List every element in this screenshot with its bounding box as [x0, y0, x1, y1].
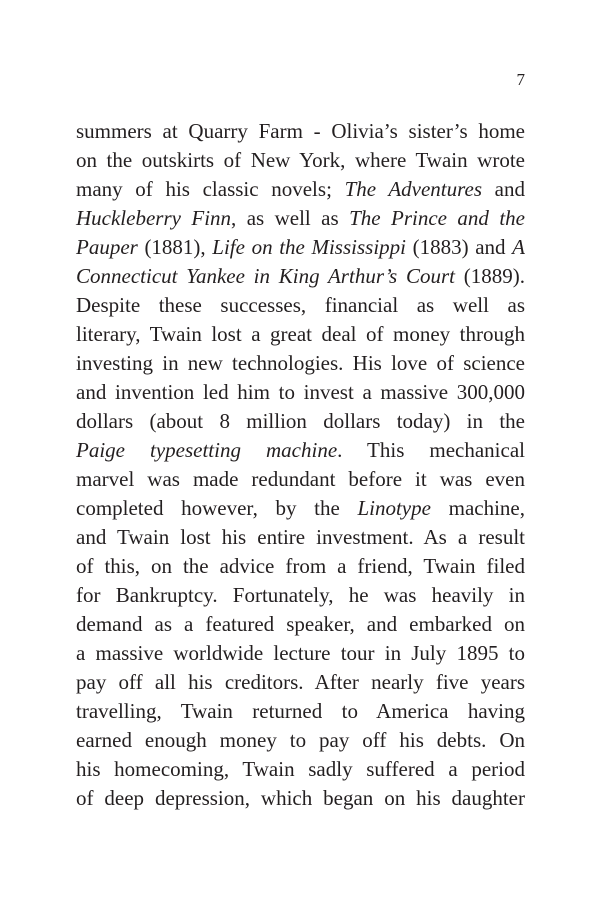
text-run: summers at Quarry Farm - Olivia’s sister’s home	[76, 119, 525, 143]
text-run: for Bankruptcy. Fortunately, he was heavily in	[76, 583, 525, 607]
text-run: and	[482, 177, 526, 201]
text-line	[76, 378, 525, 407]
text-line	[76, 581, 525, 610]
text-run: (1881),	[137, 235, 213, 259]
text-line	[76, 494, 525, 523]
text-run: of this, on the advice from a friend, Twain filed	[76, 554, 525, 578]
text-run: and invention led him to invest a massive 300,000	[76, 380, 525, 404]
text-run: travelling, Twain returned to America having	[76, 699, 525, 723]
text-run: . This mechanical	[337, 438, 525, 462]
text-line	[76, 639, 525, 668]
text-line	[76, 610, 525, 639]
text-line	[76, 697, 525, 726]
page-number: 7	[516, 70, 525, 89]
text-line	[76, 436, 525, 465]
text-line	[76, 407, 525, 436]
text-line	[76, 726, 525, 755]
italic-title: The Adventures	[344, 177, 483, 201]
text-line	[76, 291, 525, 320]
text-line	[76, 320, 525, 349]
italic-title: The Prince and the	[349, 206, 525, 230]
italic-title: Life on the Mississippi	[212, 235, 406, 259]
text-line	[76, 117, 525, 146]
text-run: dollars (about 8 million dollars today) in the	[76, 409, 525, 433]
text-run: his homecoming, Twain sadly suffered a period	[76, 757, 525, 781]
italic-title: Paige typesetting machine	[76, 438, 338, 462]
text-run: completed however, by the	[76, 496, 358, 520]
italic-title: Pauper	[76, 235, 138, 259]
text-run: on the outskirts of New York, where Twain wrote	[76, 148, 525, 172]
text-run: many of his classic novels;	[76, 177, 345, 201]
text-line	[76, 523, 525, 552]
text-run: a massive worldwide lecture tour in July 1895 to	[76, 641, 525, 665]
text-run: of deep depression, which began on his daughter	[76, 786, 525, 810]
text-run: (1883) and	[406, 235, 513, 259]
italic-title: Connecticut Yankee in King Arthur’s Court	[76, 264, 455, 288]
italic-title: Huckleberry Finn	[76, 206, 232, 230]
italic-title: A	[512, 235, 525, 259]
text-line	[76, 552, 525, 581]
text-run: literary, Twain lost a great deal of money through	[76, 322, 525, 346]
text-run: , as well as	[231, 206, 350, 230]
text-line	[76, 204, 525, 233]
text-run: demand as a featured speaker, and embarked on	[76, 612, 525, 636]
text-line	[76, 349, 525, 378]
text-run: (1889).	[455, 264, 525, 288]
text-line	[76, 233, 525, 262]
text-line	[76, 465, 525, 494]
text-run: Despite these successes, financial as well as	[76, 293, 525, 317]
text-run: machine,	[430, 496, 525, 520]
text-line	[76, 755, 525, 784]
italic-title: Linotype	[357, 496, 431, 520]
text-run: pay off all his creditors. After nearly five years	[76, 670, 525, 694]
body-paragraph	[76, 117, 525, 813]
text-line	[76, 146, 525, 175]
text-line	[76, 784, 525, 813]
text-line	[76, 668, 525, 697]
text-line	[76, 262, 525, 291]
text-run: marvel was made redundant before it was even	[76, 467, 525, 491]
text-line	[76, 175, 525, 204]
text-run: earned enough money to pay off his debts. On	[76, 728, 525, 752]
text-run: and Twain lost his entire investment. As a result	[76, 525, 525, 549]
text-run: investing in new technologies. His love of science	[76, 351, 525, 375]
